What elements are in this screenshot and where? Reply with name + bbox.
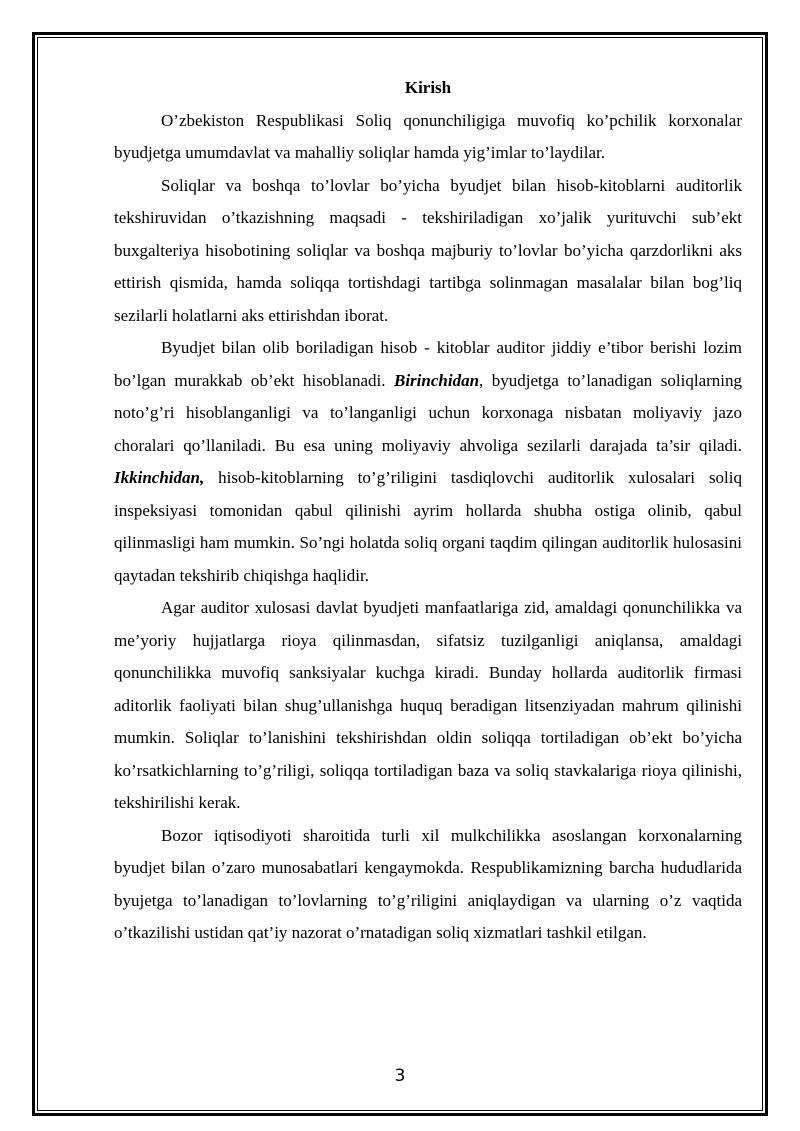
paragraph-3 bbox=[114, 332, 742, 592]
paragraph-text: Agar auditor xulosasi davlat byudjeti manfaatlariga zid, amaldagi qonunchilikka va me’yoriy hujjatlarga rioya qilinmasdan, sifatsiz tuzilganligi aniqlansa, amaldagi qonunchilikka muvofiq sanksiyalar kuchga kiradi. Bunday hollarda auditorlik firmasi aditorlik faoliyati bilan shug’ullanishga huquq beradigan litsenziyadan mahrum qilinishi mumkin. Soliqlar to’lanishini tekshirishdan oldin soliqqa tortiladigan ob’ekt bo’yicha ko’rsatkichlarning to’g’riligi, soliqqa tortiladigan baza va soliq stavkalariga rioya qilinishi, tekshirilishi kerak. bbox=[114, 598, 742, 812]
page-number: 3 bbox=[394, 1066, 406, 1086]
paragraph-4 bbox=[114, 592, 742, 820]
paragraph-text: , byudjetga to’lanadigan soliqlarning noto’g’ri hisoblanganligi va to’langanligi uchun korxonaga nisbatan moliyaviy jazo choralari qo’llaniladi. Bu esa uning moliyaviy ahvoliga sezilarli darajada ta’sir qiladi. bbox=[114, 370, 743, 455]
emphasis-ikkinchidan: Ikkinchidan, bbox=[114, 468, 205, 487]
emphasis-birinchidan: Birinchidan bbox=[393, 370, 480, 390]
paragraph-5 bbox=[114, 820, 742, 950]
paragraph-text: Bozor iqtisodiyoti sharoitida turli xil mulkchilikka asoslangan korxonalarning byudjet bilan o’zaro munosabatlari kengaymokda. Respublikamizning barcha hududlarida byujetga to’lanadigan to’lovlarning to’g’riligini aniqlaydigan va ularning o’z vaqtida o’tkazilishi ustidan qat’iy nazorat o’rnatadigan soliq xizmatlari tashkil etilgan. bbox=[114, 825, 742, 942]
document-body bbox=[114, 72, 742, 950]
paragraph-2 bbox=[114, 170, 742, 333]
paragraph-1 bbox=[114, 105, 742, 170]
paragraph-text: hisob-kitoblarning to’g’riligini tasdiqlovchi auditorlik xulosalari soliq inspeksiyasi tomonidan qabul qilinishi ayrim hollarda shubha ostiga olinib, qabul qilinmasligi ham mumkin. So’ngi holatda soliq organi taqdim qilingan auditorlik hulosasini qaytadan tekshirib chiqishga haqlidir. bbox=[114, 468, 742, 585]
document-title: Kirish bbox=[404, 78, 452, 97]
paragraph-text: O’zbekiston Respublikasi Soliq qonunchiligiga muvofiq ko’pchilik korxonalar byudjetga umumdavlat va mahalliy soliqlar hamda yig’imlar to’laydilar. bbox=[114, 110, 742, 162]
paragraph-text: Byudjet bilan olib boriladigan hisob - kitoblar auditor jiddiy e’tibor berishi lozim bo’lgan murakkab ob’ekt hisoblanadi. bbox=[114, 338, 742, 390]
paragraph-text: Soliqlar va boshqa to’lovlar bo’yicha byudjet bilan hisob-kitoblarni auditorlik tekshiruvidan o’tkazishning maqsadi - tekshiriladigan xo’jalik yurituvchi sub’ekt buxgalteriya hisobotining soliqlar va boshqa majburiy to’lovlar bo’yicha qarzdorlikni aks ettirish qismida, hamda soliqqa tortishdagi tartibga solinmagan masalalar bilan bog’liq sezilarli holatlarni aks ettirishdan iborat. bbox=[114, 175, 742, 325]
